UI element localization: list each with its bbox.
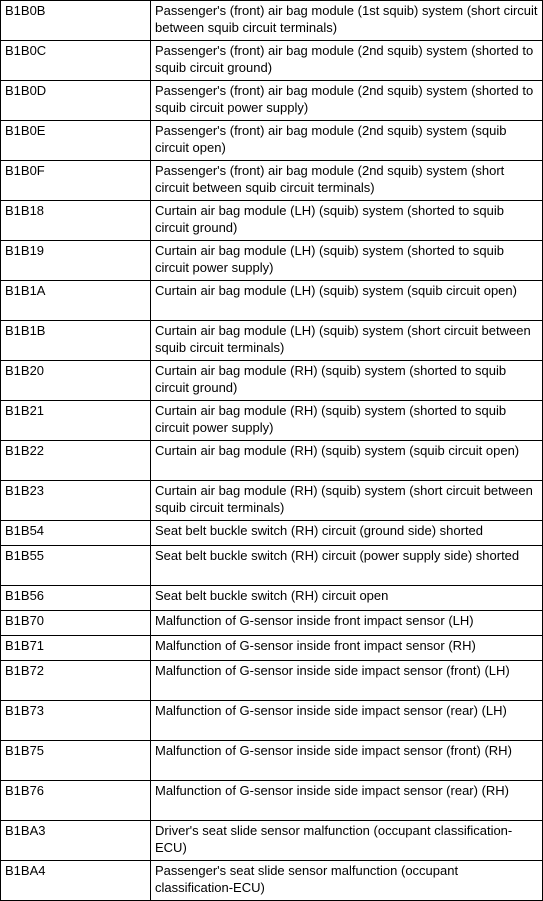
- table-row: [1, 611, 543, 636]
- table-row: [1, 661, 543, 701]
- table-row: [1, 81, 543, 121]
- dtc-code-cell: B1B76: [1, 781, 151, 821]
- dtc-description-cell: Curtain air bag module (LH) (squib) system (squib circuit open): [151, 281, 543, 321]
- dtc-description-cell: Malfunction of G-sensor inside side impact sensor (front) (RH): [151, 741, 543, 781]
- table-row: [1, 821, 543, 861]
- table-row: [1, 41, 543, 81]
- dtc-code-cell: B1B75: [1, 741, 151, 781]
- table-row: [1, 546, 543, 586]
- dtc-code-cell: B1B73: [1, 701, 151, 741]
- dtc-description-cell: Curtain air bag module (LH) (squib) system (short circuit between squib circuit terminals): [151, 321, 543, 361]
- dtc-description-cell: Passenger's (front) air bag module (2nd squib) system (shorted to squib circuit power supply): [151, 81, 543, 121]
- table-row: [1, 241, 543, 281]
- dtc-description-cell: Passenger's (front) air bag module (1st squib) system (short circuit between squib circuit terminals): [151, 1, 543, 41]
- table-row: [1, 281, 543, 321]
- table-row: [1, 401, 543, 441]
- dtc-code-cell: B1B23: [1, 481, 151, 521]
- dtc-description-cell: Passenger's seat slide sensor malfunction (occupant classification-ECU): [151, 861, 543, 901]
- dtc-code-cell: B1B56: [1, 586, 151, 611]
- dtc-description-cell: Seat belt buckle switch (RH) circuit (power supply side) shorted: [151, 546, 543, 586]
- dtc-code-cell: B1B71: [1, 636, 151, 661]
- dtc-description-cell: Malfunction of G-sensor inside side impact sensor (rear) (RH): [151, 781, 543, 821]
- table-row: [1, 121, 543, 161]
- table-row: [1, 481, 543, 521]
- table-row: [1, 321, 543, 361]
- dtc-description-cell: Curtain air bag module (LH) (squib) system (shorted to squib circuit ground): [151, 201, 543, 241]
- table-row: [1, 441, 543, 481]
- dtc-description-cell: Curtain air bag module (RH) (squib) system (shorted to squib circuit power supply): [151, 401, 543, 441]
- dtc-description-cell: Seat belt buckle switch (RH) circuit (ground side) shorted: [151, 521, 543, 546]
- dtc-code-cell: B1B54: [1, 521, 151, 546]
- dtc-table-body: [1, 1, 543, 901]
- table-row: [1, 636, 543, 661]
- table-row: [1, 861, 543, 901]
- dtc-code-cell: B1B1A: [1, 281, 151, 321]
- dtc-description-cell: Curtain air bag module (RH) (squib) system (short circuit between squib circuit terminals): [151, 481, 543, 521]
- table-row: [1, 161, 543, 201]
- dtc-code-cell: B1B22: [1, 441, 151, 481]
- dtc-description-cell: Passenger's (front) air bag module (2nd squib) system (short circuit between squib circuit terminals): [151, 161, 543, 201]
- table-row: [1, 741, 543, 781]
- dtc-description-cell: Curtain air bag module (RH) (squib) system (squib circuit open): [151, 441, 543, 481]
- dtc-code-cell: B1B72: [1, 661, 151, 701]
- table-row: [1, 201, 543, 241]
- dtc-code-cell: B1B18: [1, 201, 151, 241]
- table-row: [1, 586, 543, 611]
- dtc-code-cell: B1BA4: [1, 861, 151, 901]
- dtc-code-cell: B1B70: [1, 611, 151, 636]
- table-row: [1, 521, 543, 546]
- table-row: [1, 1, 543, 41]
- dtc-description-cell: Malfunction of G-sensor inside front impact sensor (LH): [151, 611, 543, 636]
- dtc-description-cell: Malfunction of G-sensor inside side impact sensor (rear) (LH): [151, 701, 543, 741]
- dtc-description-cell: Passenger's (front) air bag module (2nd squib) system (squib circuit open): [151, 121, 543, 161]
- table-row: [1, 781, 543, 821]
- dtc-description-cell: Curtain air bag module (LH) (squib) system (shorted to squib circuit power supply): [151, 241, 543, 281]
- dtc-description-cell: Seat belt buckle switch (RH) circuit open: [151, 586, 543, 611]
- table-row: [1, 361, 543, 401]
- dtc-code-cell: B1B19: [1, 241, 151, 281]
- dtc-code-cell: B1B55: [1, 546, 151, 586]
- dtc-description-cell: Malfunction of G-sensor inside side impact sensor (front) (LH): [151, 661, 543, 701]
- dtc-description-cell: Malfunction of G-sensor inside front impact sensor (RH): [151, 636, 543, 661]
- dtc-code-cell: B1B20: [1, 361, 151, 401]
- dtc-code-cell: B1B0D: [1, 81, 151, 121]
- dtc-code-cell: B1B0B: [1, 1, 151, 41]
- dtc-code-cell: B1B1B: [1, 321, 151, 361]
- dtc-description-cell: Passenger's (front) air bag module (2nd squib) system (shorted to squib circuit ground): [151, 41, 543, 81]
- dtc-description-cell: Curtain air bag module (RH) (squib) system (shorted to squib circuit ground): [151, 361, 543, 401]
- dtc-code-cell: B1B0C: [1, 41, 151, 81]
- dtc-code-cell: B1B0E: [1, 121, 151, 161]
- table-row: [1, 701, 543, 741]
- dtc-code-cell: B1BA3: [1, 821, 151, 861]
- dtc-description-cell: Driver's seat slide sensor malfunction (occupant classification-ECU): [151, 821, 543, 861]
- dtc-code-cell: B1B0F: [1, 161, 151, 201]
- dtc-code-cell: B1B21: [1, 401, 151, 441]
